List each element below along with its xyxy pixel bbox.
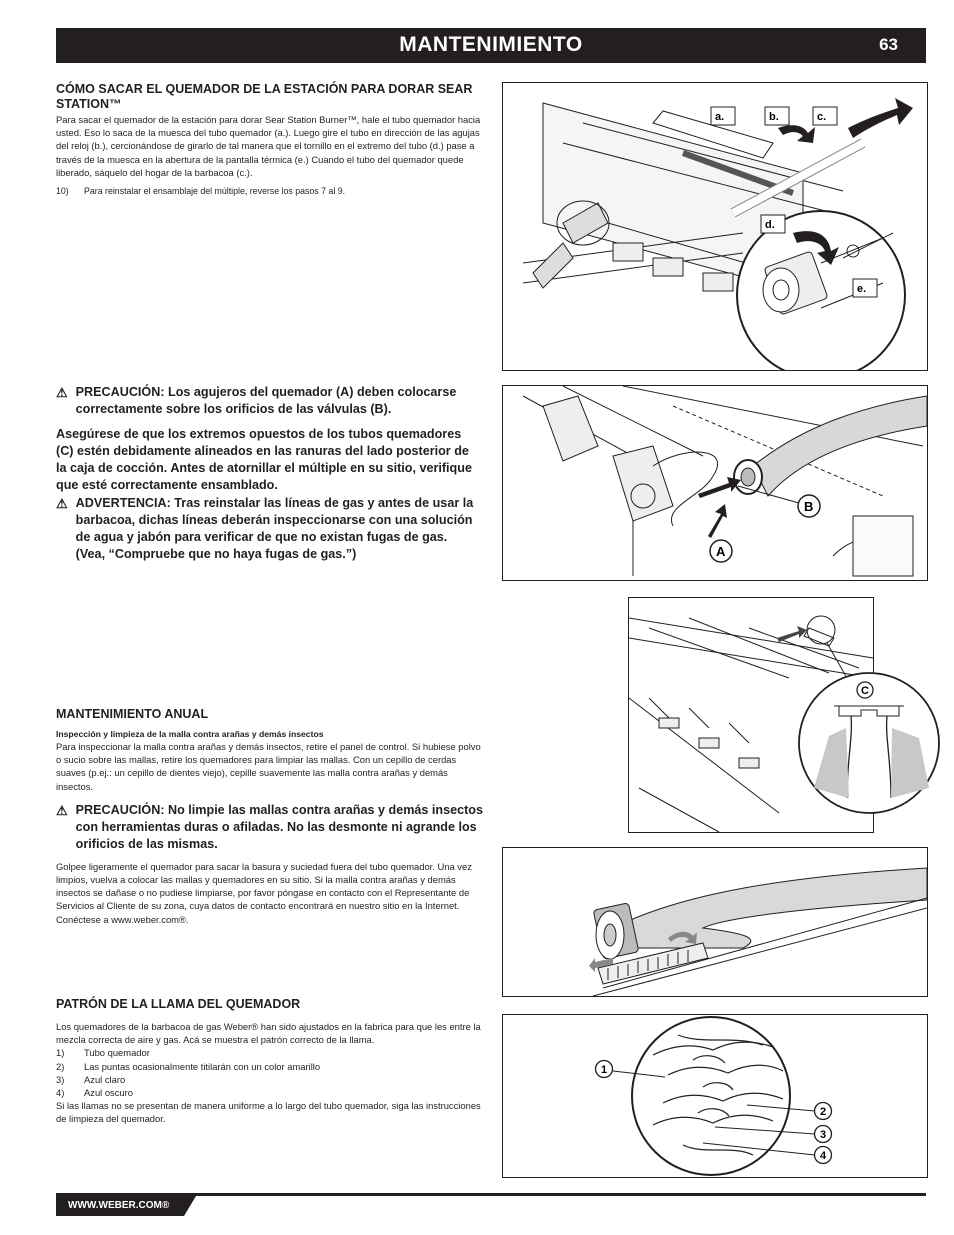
fig5-label-1: 1 bbox=[601, 1064, 608, 1076]
annual-body: Para inspeccionar la malla contra arañas y demás insectos, retire el panel de control. Si hubiese polvo o sucio sobre las mallas, retire los quemadores para limpiar las mallas. Con un cepillo de cerdas suaves (p.ej.: un cepillo de dientes viejo), cepille suavemente las malla contra arañas y demás insectos. bbox=[56, 741, 481, 792]
step-number: 10) bbox=[56, 186, 69, 197]
fig5-label-3: 3 bbox=[820, 1129, 827, 1141]
burner-alignment-note: Asegúrese de que los extremos opuestos de los tubos quemadores (C) estén debidamente alineados en las ranuras del lado posterior de la caja de cocción. Antes de atornillar el múltiple en su sitio, verifique que esté correctamente ensamblado. bbox=[56, 427, 472, 492]
list-item: 3) Azul claro bbox=[56, 1073, 126, 1085]
page-number: 63 bbox=[879, 35, 898, 54]
caution-screens: ⚠ PRECAUCIÓN: No limpie las mallas contra arañas y demás insectos con herramientas duras o afiladas. No las desmonte ni agrande los orificios de las mismas. bbox=[56, 802, 483, 851]
page-header bbox=[56, 28, 926, 63]
annual-maintenance-section bbox=[56, 707, 484, 926]
annual-subheading: Inspección y limpieza de la malla contra arañas y demás insectos bbox=[56, 729, 324, 739]
fig1-label-c: c. bbox=[817, 111, 827, 123]
sear-body: Para sacar el quemador de la estación para dorar Sear Station Burner™, hale el tubo quemador hacia usted. Eso lo saca de la muesca del tubo quemador (a.). Luego gire el tubo en dirección de las agujas del reloj (b.), cercionándose de girarlo de tal manera que el tornillo en el extremo del tubo (d.) pase a través de la muesca en la abertura de la pantalla térmica (e.) Cuando el tubo del quemador quede liberado, sáquelo del hogar de la barbacoa (c.). bbox=[56, 114, 481, 178]
fig1-label-a: a. bbox=[715, 111, 725, 123]
fig2-label-b: B bbox=[804, 499, 814, 514]
flame-pattern-figure bbox=[502, 1014, 928, 1178]
page-title: MANTENIMIENTO bbox=[399, 33, 583, 56]
fig5-label-4: 4 bbox=[820, 1150, 827, 1162]
annual-heading: MANTENIMIENTO ANUAL bbox=[56, 707, 209, 721]
caution-valves: ⚠ PRECAUCIÓN: Los agujeros del quemador (A) deben colocarse correctamente sobre los orificios de las válvulas (B). bbox=[56, 385, 457, 416]
list-item: 4) Azul oscuro bbox=[56, 1087, 133, 1099]
flame-list bbox=[56, 1046, 484, 1099]
warning-triangle-icon: ⚠ bbox=[56, 802, 68, 818]
flame-intro: Los quemadores de la barbacoa de gas Weber® han sido ajustados en la fabrica para que les entre la mezcla correcta de aire y gas. Acá se muestra el patrón correcto de la llama. bbox=[56, 1021, 481, 1046]
flame-heading: PATRÓN DE LA LLAMA DEL QUEMADOR bbox=[56, 997, 301, 1011]
list-item: 2) Las puntas ocasionalmente titilarán con un color amarillo bbox=[56, 1060, 321, 1072]
valve-alignment-figure bbox=[502, 385, 928, 581]
sear-station-section bbox=[56, 82, 484, 198]
fig1-label-d: d. bbox=[765, 219, 775, 231]
sear-burner-figure bbox=[502, 82, 928, 371]
step-text: Para reinstalar el ensamblaje del múltiple, reverse los pasos 7 al 9. bbox=[84, 186, 346, 197]
gas-leak-warning: ⚠ ADVERTENCIA: Tras reinstalar las líneas de gas y antes de usar la barbacoa, dichas líneas deberán inspeccionarse con una solución de agua y jabón para verificar de que no existan fugas de gas. (Vea, “Compruebe que no haya fugas de gas.”) bbox=[56, 496, 474, 561]
flame-outro: Si las llamas no se presentan de manera uniforme a lo largo del tubo quemador, siga las instrucciones de limpieza del quemador. bbox=[56, 1100, 481, 1125]
fig5-label-2: 2 bbox=[820, 1106, 827, 1118]
footer-tab bbox=[56, 1196, 196, 1216]
step-10 bbox=[56, 185, 484, 198]
fig2-label-a: A bbox=[716, 544, 726, 559]
warning-triangle-icon: ⚠ bbox=[56, 385, 68, 400]
footer-url[interactable]: WWW.WEBER.COM® bbox=[68, 1200, 170, 1211]
screen-cleaning-figure bbox=[502, 847, 928, 997]
list-item: 1) Tubo quemador bbox=[56, 1047, 150, 1059]
burner-slot-figure bbox=[628, 597, 874, 833]
caution-section bbox=[56, 384, 476, 563]
fig1-label-e: e. bbox=[857, 283, 867, 295]
annual-body-2: Golpee ligeramente el quemador para sacar la basura y suciedad fuera del tubo quemador. Una vez limpios, vuelva a colocar las mallas y quemadores en su sitio. Si la malla contra arañas y demás insectos se dañase o no pudiese limpiarse, por favor póngase en contacto con el Representante de Servicios al Cliente de su zona, cuya datos de contacto encontrará en nuestro sitio en la Internet. bbox=[56, 860, 472, 912]
flame-pattern-section bbox=[56, 997, 484, 1126]
annual-connect: Conéctese a www.weber.com®. bbox=[56, 913, 189, 925]
sear-heading: CÓMO SACAR EL QUEMADOR DE LA ESTACIÓN PARA DORAR SEAR STATION™ bbox=[56, 82, 473, 111]
fig3-label-c: C bbox=[861, 685, 869, 697]
fig1-label-b: b. bbox=[769, 111, 779, 123]
warning-triangle-icon: ⚠ bbox=[56, 496, 68, 511]
